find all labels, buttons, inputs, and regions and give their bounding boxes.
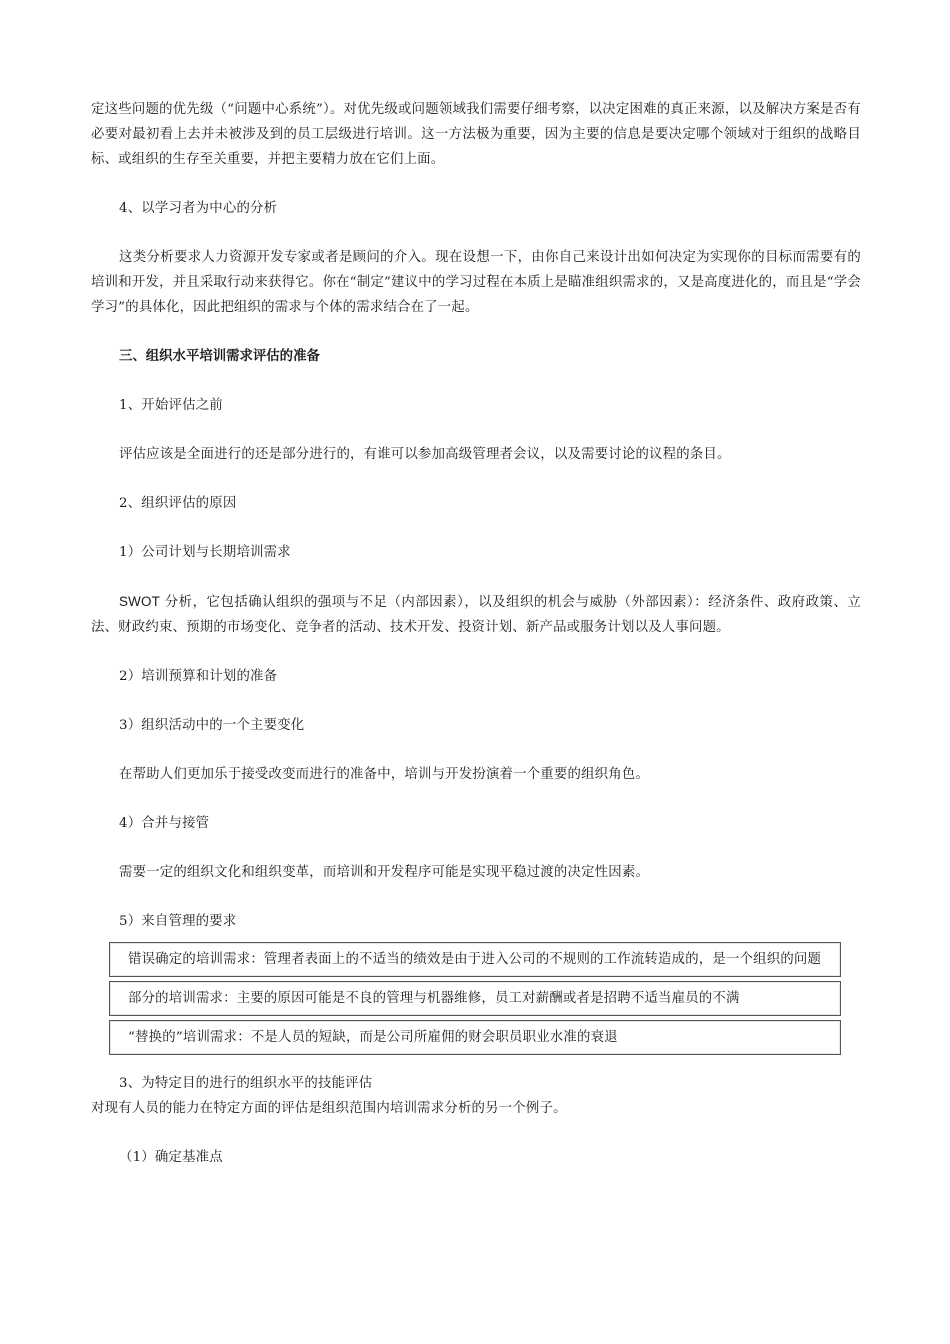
box-replacement-need: “替换的”培训需求：不是人员的短缺，而是公司所雇佣的财会职员职业水准的衰退 xyxy=(109,1020,841,1055)
paragraph-swot xyxy=(91,589,861,640)
box-misidentified-need: 错误确定的培训需求：管理者表面上的不适当的绩效是由于进入公司的不规则的工作流转造成的，是一个组织的问题 xyxy=(109,942,841,977)
swot-description: 分析，它包括确认组织的强项与不足（内部因素），以及组织的机会与威胁（外部因素）：经济条件、政府政策、立法、财政约束、预期的市场变化、竞争者的活动、技术开发、投资计划、新产品或服务计划以及人事问题。 xyxy=(91,595,861,635)
paragraph-learner-centered: 这类分析要求人力资源开发专家或者是顾问的介入。现在设想一下，由你自己来设计出如何决定为实现你的目标而需要有的培训和开发，并且采取行动来获得它。你在“制定”建议中的学习过程在本质上是瞄准组织需求的，又是高度进化的，而且是“学会学习”的具体化，因此把组织的需求与个体的需求结合在了一起。 xyxy=(91,250,861,315)
subheading-baseline: （1）确定基准点 xyxy=(119,1150,223,1165)
training-needs-boxes xyxy=(109,942,841,1055)
subheading-skill-assessment: 3、为特定目的进行的组织水平的技能评估 xyxy=(119,1076,373,1091)
box-partial-need: 部分的培训需求：主要的原因可能是不良的管理与机器维修，员工对薪酬或者是招聘不适当雇员的不满 xyxy=(109,981,841,1016)
paragraph-merger: 需要一定的组织文化和组织变革，而培训和开发程序可能是实现平稳过渡的决定性因素。 xyxy=(119,865,650,880)
item-merger: 4）合并与接管 xyxy=(119,816,210,831)
subheading-assessment-reasons: 2、组织评估的原因 xyxy=(119,496,237,511)
item-budget-plan: 2）培训预算和计划的准备 xyxy=(119,669,278,684)
paragraph-change-role: 在帮助人们更加乐于接受改变而进行的准备中，培训与开发扮演着一个重要的组织角色。 xyxy=(119,767,650,782)
swot-term: SWOT xyxy=(119,594,160,609)
subheading-learner-centered-analysis: 4、以学习者为中心的分析 xyxy=(119,201,278,216)
section-heading-3: 三、组织水平培训需求评估的准备 xyxy=(119,348,320,364)
subheading-before-assessment: 1、开始评估之前 xyxy=(119,398,223,413)
item-major-change: 3）组织活动中的一个主要变化 xyxy=(119,718,305,733)
document-page xyxy=(91,97,861,1170)
paragraph-assessment-scope: 评估应该是全面进行的还是部分进行的，有谁可以参加高级管理者会议，以及需要讨论的议程的条目。 xyxy=(119,447,731,462)
item-company-plan: 1）公司计划与长期培训需求 xyxy=(119,545,291,560)
item-management-request: 5）来自管理的要求 xyxy=(119,914,237,929)
paragraph-priority-problems: 定这些问题的优先级（“问题中心系统”）。对优先级或问题领域我们需要仔细考察，以决定困难的真正来源，以及解决方案是否有必要对最初看上去并未被涉及到的员工层级进行培训。这一方法极为重要，因为主要的信息是要决定哪个领域对于组织的战略目标、或组织的生存至关重要，并把主要精力放在它们上面。 xyxy=(91,102,861,167)
paragraph-skill-assessment: 对现有人员的能力在特定方面的评估是组织范围内培训需求分析的另一个例子。 xyxy=(91,1101,567,1116)
